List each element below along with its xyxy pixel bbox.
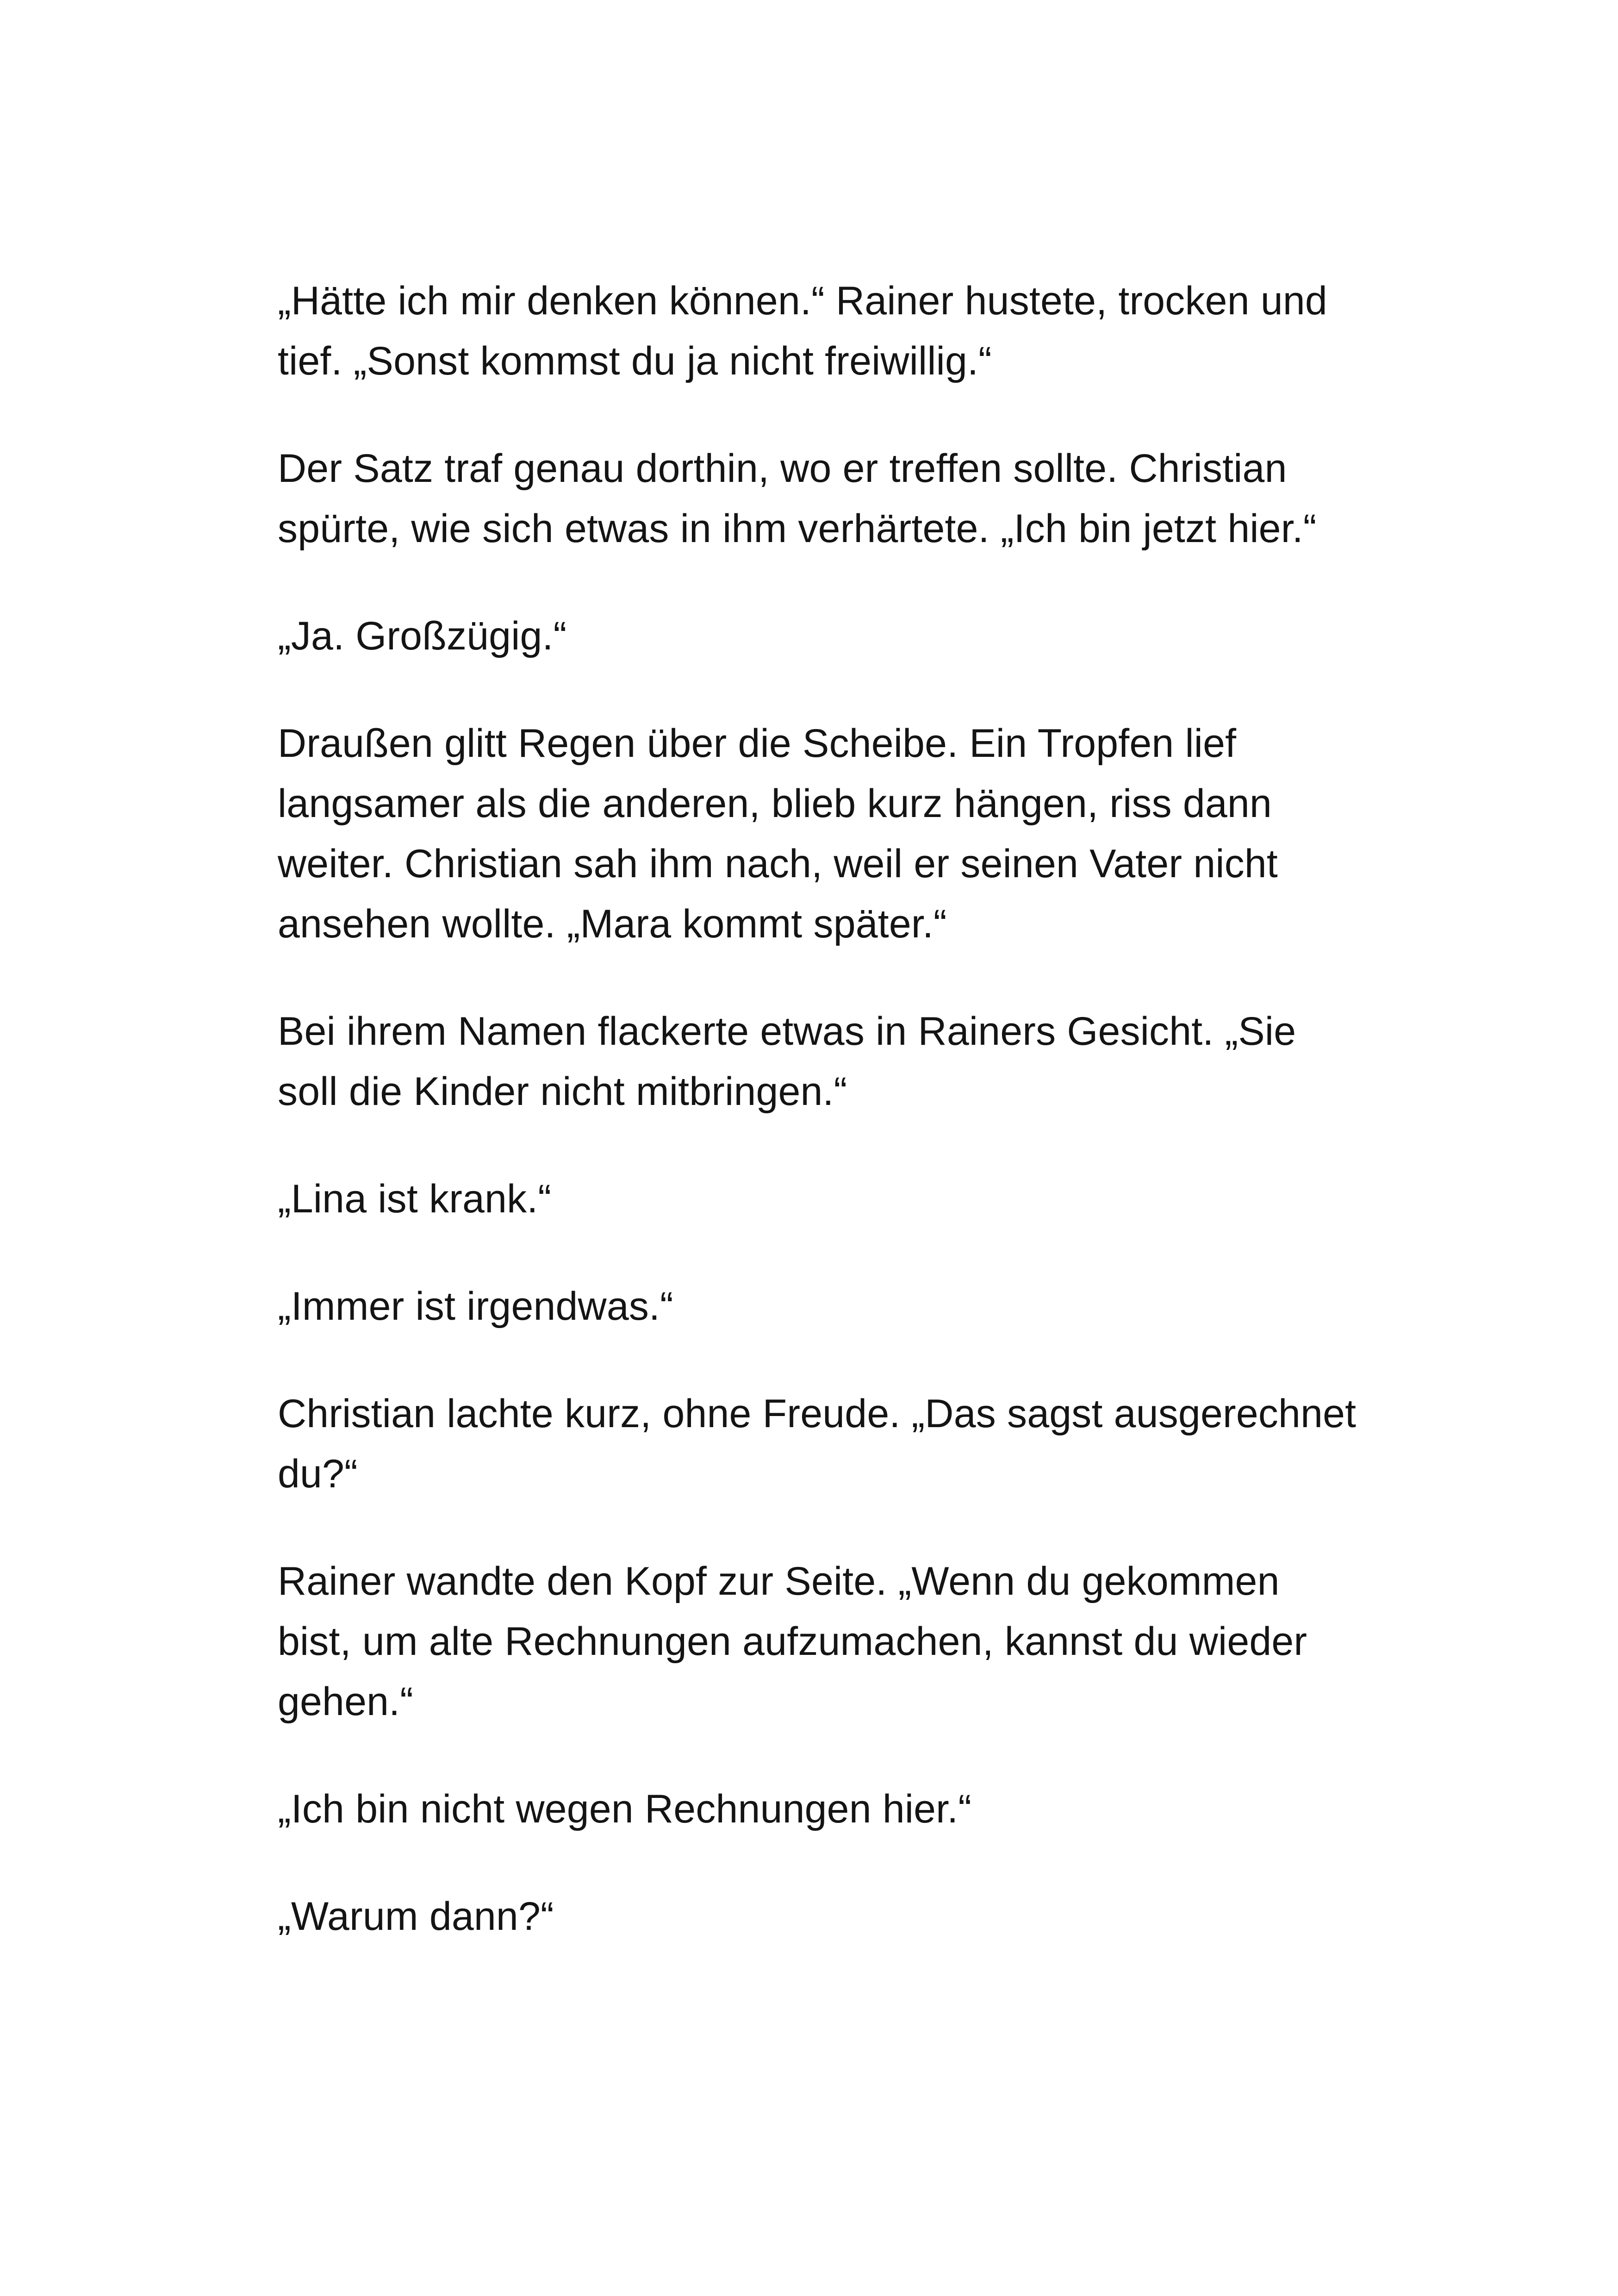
paragraph: Christian lachte kurz, ohne Freude. „Das sagst ausgerechnet du?“ (278, 1391, 1357, 1496)
paragraph: „Immer ist irgendwas.“ (278, 1284, 673, 1329)
paragraph: Draußen glitt Regen über die Scheibe. Ein Tropfen lief langsamer als die anderen, blieb kurz hängen, riss dann weiter. Christian sah ihm nach, weil er seinen Vater nicht ansehen wollte. „Mara kommt später.“ (278, 721, 1278, 946)
body-text (278, 271, 1361, 1947)
paragraph: „Ja. Großzügig.“ (278, 614, 567, 658)
paragraph: Bei ihrem Namen flackerte etwas in Rainers Gesicht. „Sie soll die Kinder nicht mitbringen.“ (278, 1009, 1296, 1114)
paragraph: Der Satz traf genau dorthin, wo er treffen sollte. Christian spürte, wie sich etwas in ihm verhärtete. „Ich bin jetzt hier.“ (278, 446, 1317, 551)
paragraph: „Lina ist krank.“ (278, 1177, 552, 1221)
paragraph: „Warum dann?“ (278, 1894, 554, 1939)
paragraph: Rainer wandte den Kopf zur Seite. „Wenn du gekommen bist, um alte Rechnungen aufzumachen, kannst du wieder gehen.“ (278, 1559, 1307, 1724)
paragraph: „Ich bin nicht wegen Rechnungen hier.“ (278, 1787, 972, 1831)
paragraph: „Hätte ich mir denken können.“ Rainer hustete, trocken und tief. „Sonst kommst du ja nicht freiwillig.“ (278, 279, 1327, 383)
